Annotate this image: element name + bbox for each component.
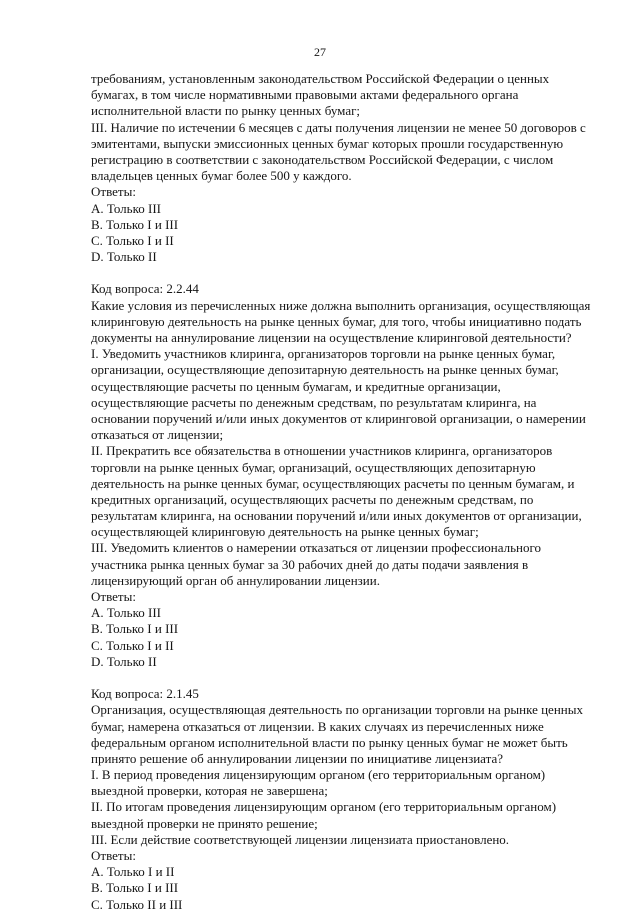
text-line: лицензирующий орган об аннулировании лицензии. <box>91 572 380 588</box>
text-line: торговли на рынке ценных бумаг, организаций, осуществляющих депозитарную <box>91 459 536 475</box>
text-line: C. Только I и II <box>91 232 174 248</box>
text-line: отказаться от лицензии; <box>91 427 224 443</box>
text-line: регистрацию в соответствии с законодательством Российской Федерации, с числом <box>91 151 554 167</box>
text-line: I. В период проведения лицензирующим органом (его территориальным органом) <box>91 767 546 783</box>
text-line: A. Только III <box>91 605 161 621</box>
text-line: A. Только I и II <box>91 864 175 880</box>
text-line: III. Наличие по истечении 6 месяцев с даты получения лицензии не менее 50 договоров с <box>91 119 586 135</box>
text-line: деятельность на рынке ценных бумаг, осуществляющих расчеты по ценным бумагам, и <box>91 475 575 491</box>
text-line: принято решение об аннулировании лицензии по инициативе лицензиата? <box>91 750 503 766</box>
paragraph-gap <box>91 265 591 281</box>
text-line: C. Только II и III <box>91 896 183 912</box>
question-2-2-44 <box>91 281 591 670</box>
text-line: федеральным органом исполнительной власти по рынку ценных бумаг не может быть <box>91 734 568 750</box>
text-line: бумаг, намерена отказаться от лицензии. В каких случаях из перечисленных ниже <box>91 718 544 734</box>
text-line: клиринговую деятельность на рынке ценных бумаг, для того, чтобы инициативно подать <box>91 313 582 329</box>
text-line: владельцев ценных бумаг более 500 у каждого. <box>91 168 352 184</box>
text-line: основании поручений и/или иных документов от клиринговой организации, о намерении <box>91 410 586 426</box>
page-number: 27 <box>314 45 326 59</box>
text-line: осуществляющие расчеты по денежным средствам, по результатам клиринга, на <box>91 394 537 410</box>
text-line: C. Только I и II <box>91 637 174 653</box>
text-line: II. Прекратить все обязательства в отношении участников клиринга, организаторов <box>91 443 553 459</box>
question-2-2-43-tail <box>91 71 591 265</box>
text-line: Организация, осуществляющая деятельность по организации торговли на рынке ценных <box>91 702 583 718</box>
text-line: Ответы: <box>91 848 136 863</box>
text-line: Код вопроса: 2.1.45 <box>91 686 199 702</box>
text-line: III. Если действие соответствующей лицензии лицензиата приостановлено. <box>91 831 510 847</box>
text-line: I. Уведомить участников клиринга, организаторов торговли на рынке ценных бумаг, <box>91 346 556 362</box>
text-line: D. Только II <box>91 653 157 669</box>
text-line: II. По итогам проведения лицензирующим органом (его территориальным органом) <box>91 799 557 815</box>
text-line: B. Только I и III <box>91 621 179 637</box>
text-line: выездной проверки не принято решение; <box>91 815 318 831</box>
question-2-1-45 <box>91 686 591 913</box>
paragraph-gap <box>91 670 591 686</box>
text-line: требованиям, установленным законодательством Российской Федерации о ценных <box>91 71 550 86</box>
text-line: Ответы: <box>91 589 136 604</box>
text-line: Код вопроса: 2.2.44 <box>91 281 199 297</box>
text-line: осуществляющей клиринговую деятельность на рынке ценных бумаг; <box>91 524 479 540</box>
text-line: D. Только II <box>91 249 157 265</box>
text-line: осуществляющие расчеты по ценным бумагам, и кредитные организации, <box>91 378 501 394</box>
text-line: документы на аннулирование лицензии на осуществление клиринговой деятельности? <box>91 330 572 345</box>
text-line: организации, осуществляющие депозитарную деятельность на рынке ценных бумаг, <box>91 362 559 378</box>
text-line: эмитентами, выпуски эмиссионных ценных бумаг которых прошли государственную <box>91 135 564 151</box>
text-line: кредитных организаций, осуществляющих расчеты по денежным средствам, по <box>91 491 534 507</box>
text-line: участника рынка ценных бумаг за 30 рабочих дней до даты подачи заявления в <box>91 556 529 572</box>
text-line: выездной проверки, которая не завершена; <box>91 783 328 799</box>
text-line: исполнительной власти по рынку ценных бумаг; <box>91 103 361 119</box>
text-line: Ответы: <box>91 184 136 200</box>
text-line: B. Только I и III <box>91 216 179 232</box>
text-line: бумагах, в том числе нормативными правовыми актами федерального органа <box>91 87 519 103</box>
text-line: Какие условия из перечисленных ниже должна выполнить организация, осуществляющая <box>91 297 591 313</box>
text-line: III. Уведомить клиентов о намерении отказаться от лицензии профессионального <box>91 540 542 556</box>
text-line: B. Только I и III <box>91 880 179 896</box>
text-line: A. Только III <box>91 200 161 216</box>
text-line: результатам клиринга, на основании поручений и/или иных документов от организации, <box>91 508 582 524</box>
page-body <box>91 71 591 913</box>
